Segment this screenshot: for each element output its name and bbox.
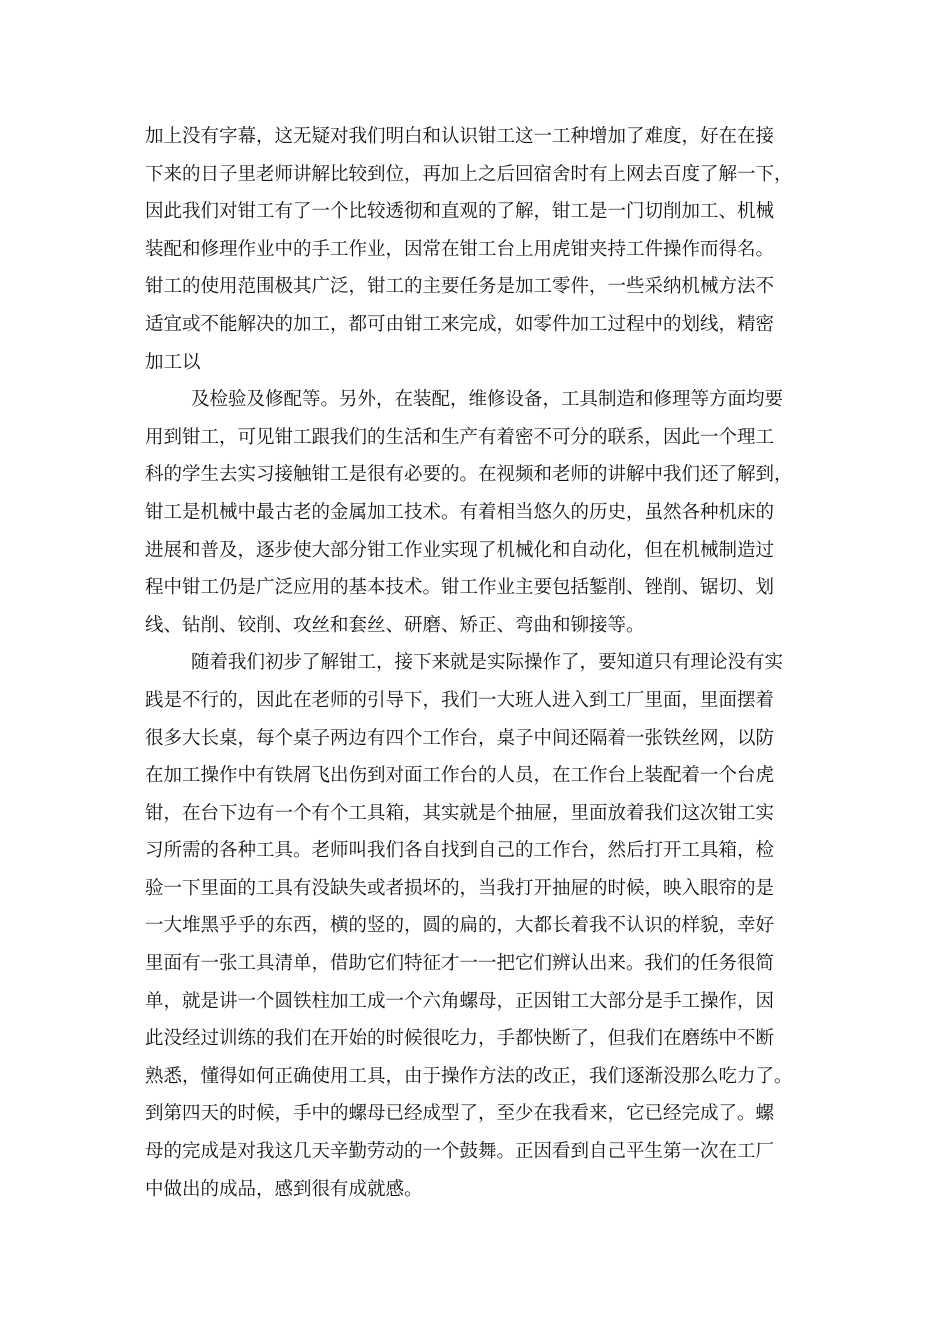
paragraph-line: 加上没有字幕，这无疑对我们明白和认识钳工这一工种增加了难度，好在在接 (145, 126, 775, 147)
paragraph-line: 母的完成是对我这几天辛勤劳动的一个鼓舞。正因看到自己平生第一次在工厂 (145, 1141, 775, 1163)
paragraph-line: 线、钻削、铰削、攻丝和套丝、研磨、矫正、弯曲和铆接等。 (145, 614, 645, 636)
paragraph-line: 钳，在台下边有一个有个工具箱，其实就是个抽屉，里面放着我们这次钳工实 (145, 802, 775, 824)
paragraph-1 (145, 118, 805, 381)
paragraph-line: 程中钳工仍是广泛应用的基本技术。钳工作业主要包括錾削、锉削、锯切、划 (145, 577, 775, 599)
paragraph-line: 钳工是机械中最古老的金属加工技术。有着相当悠久的历史，虽然各种机床的 (145, 501, 775, 523)
paragraph-3 (145, 644, 805, 1208)
paragraph-line: 科的学生去实习接触钳工是很有必要的。在视频和老师的讲解中我们还了解到， (145, 464, 793, 486)
paragraph-line: 里面有一张工具清单，借助它们特征才一一把它们辨认出来。我们的任务很简 (145, 953, 775, 975)
paragraph-line: 中做出的成品，感到很有成就感。 (145, 1178, 423, 1200)
paragraph-line: 习所需的各种工具。老师叫我们各自找到自己的工作台，然后打开工具箱，检 (145, 840, 775, 862)
paragraph-line: 适宜或不能解决的加工，都可由钳工来完成，如零件加工过程中的划线，精密 (145, 313, 775, 335)
paragraph-line: 此没经过训练的我们在开始的时候很吃力，手都快断了，但我们在磨练中不断 (145, 1028, 775, 1050)
paragraph-line: 钳工的使用范围极其广泛，钳工的主要任务是加工零件，一些采纳机械方法不 (145, 276, 775, 298)
paragraph-line: 随着我们初步了解钳工，接下来就是实际操作了，要知道只有理论没有实 (191, 652, 784, 674)
paragraph-line: 到第四天的时候，手中的螺母已经成型了，至少在我看来，它已经完成了。螺 (145, 1103, 775, 1125)
paragraph-line: 装配和修理作业中的手工作业，因常在钳工台上用虎钳夹持工件操作而得名。 (145, 238, 775, 260)
paragraph-line: 下来的日子里老师讲解比较到位，再加上之后回宿舍时有上网去百度了解一下， (145, 163, 793, 185)
paragraph-line: 进展和普及，逐步使大部分钳工作业实现了机械化和自动化，但在机械制造过 (145, 539, 775, 561)
paragraph-line: 验一下里面的工具有没缺失或者损坏的，当我打开抽屉的时候，映入眼帘的是 (145, 877, 775, 899)
paragraph-line: 践是不行的，因此在老师的引导下，我们一大班人进入到工厂里面，里面摆着 (145, 689, 775, 711)
paragraph-line: 熟悉，懂得如何正确使用工具，由于操作方法的改正，我们逐渐没那么吃力了。 (145, 1065, 793, 1087)
paragraph-line: 用到钳工，可见钳工跟我们的生活和生产有着密不可分的联系，因此一个理工 (145, 426, 775, 448)
paragraph-line: 加工以 (145, 351, 201, 373)
document-body (145, 118, 805, 1208)
paragraph-line: 单，就是讲一个圆铁柱加工成一个六角螺母，正因钳工大部分是手工操作，因 (145, 990, 775, 1012)
paragraph-line: 在加工操作中有铁屑飞出伤到对面工作台的人员，在工作台上装配着一个台虎 (145, 765, 775, 787)
paragraph-line: 一大堆黑乎乎的东西，横的竖的，圆的扁的，大都长着我不认识的样貌，幸好 (145, 915, 775, 937)
paragraph-line: 很多大长桌，每个桌子两边有四个工作台，桌子中间还隔着一张铁丝网，以防 (145, 727, 775, 749)
paragraph-line: 及检验及修配等。另外，在装配，维修设备，工具制造和修理等方面均要 (191, 389, 784, 411)
paragraph-line: 因此我们对钳工有了一个比较透彻和直观的了解，钳工是一门切削加工、机械 (145, 201, 775, 223)
paragraph-2 (145, 381, 805, 644)
